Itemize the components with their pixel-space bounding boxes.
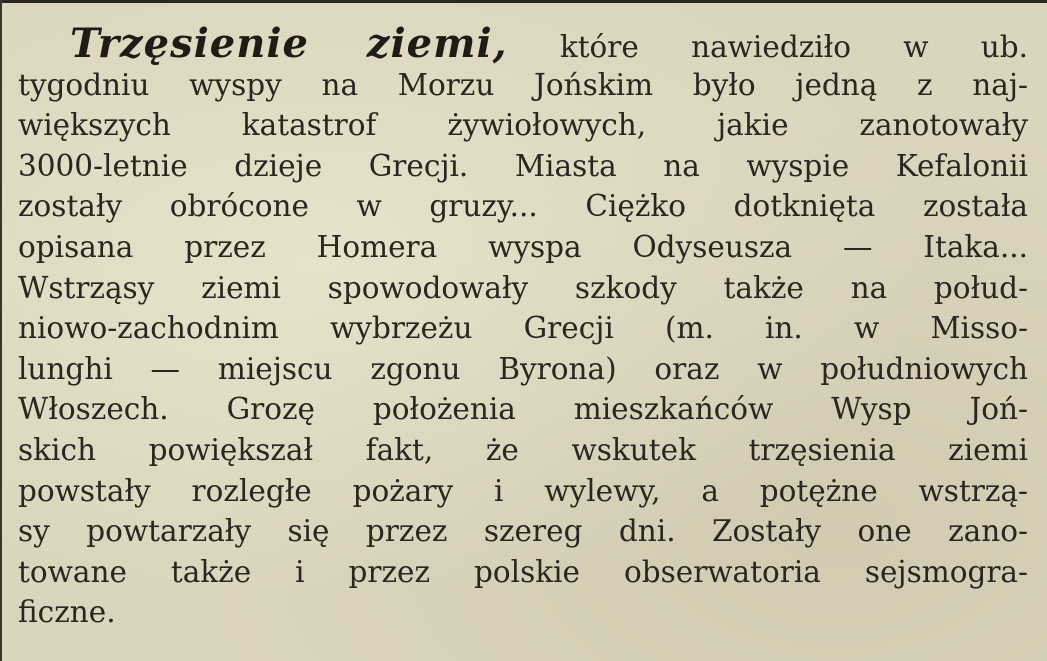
left-border-rule bbox=[0, 0, 2, 661]
article-line-5: zostały obrócone w gruzy... Ciężko dotknięta została bbox=[18, 189, 1028, 224]
article-line-4: 3000-letnie dzieje Grecji. Miasta na wyspie Kefalonii bbox=[18, 148, 1028, 183]
article-line-1 bbox=[18, 20, 1028, 67]
article-line-text: które nawiedziło w ub. bbox=[559, 30, 1028, 64]
top-border-rule bbox=[0, 0, 1047, 3]
article-line-8: niowo-zachodnim wybrzeżu Grecji (m. in. w Misso- bbox=[18, 311, 1028, 346]
article-line-15: ficzne. bbox=[18, 595, 116, 630]
article-line-12: powstały rozległe pożary i wylewy, a potężne wstrzą- bbox=[18, 473, 1028, 508]
article-line-2: tygodniu wyspy na Morzu Jońskim było jedną z naj- bbox=[18, 67, 1028, 102]
article-line-13: sy powtarzały się przez szereg dni. Zostały one zano- bbox=[18, 514, 1028, 549]
article-line-14: towane także i przez polskie obserwatoria sejsmogra- bbox=[18, 554, 1028, 589]
article-line-7: Wstrząsy ziemi spowodowały szkody także na połud- bbox=[18, 270, 1028, 305]
article-line-11: skich powiększał fakt, że wskutek trzęsienia ziemi bbox=[18, 432, 1028, 467]
article-line-6: opisana przez Homera wyspa Odyseusza — Itaka... bbox=[18, 229, 1028, 264]
article-line-10: Włoszech. Grozę położenia mieszkańców Wysp Joń- bbox=[18, 392, 1028, 427]
article-line-3: większych katastrof żywiołowych, jakie zanotowały bbox=[18, 108, 1028, 143]
article-line-9: lunghi — miejscu zgonu Byrona) oraz w południowych bbox=[18, 351, 1028, 386]
article-body bbox=[18, 20, 1028, 633]
article-headline: Trzęsienie ziemi, bbox=[70, 20, 508, 67]
